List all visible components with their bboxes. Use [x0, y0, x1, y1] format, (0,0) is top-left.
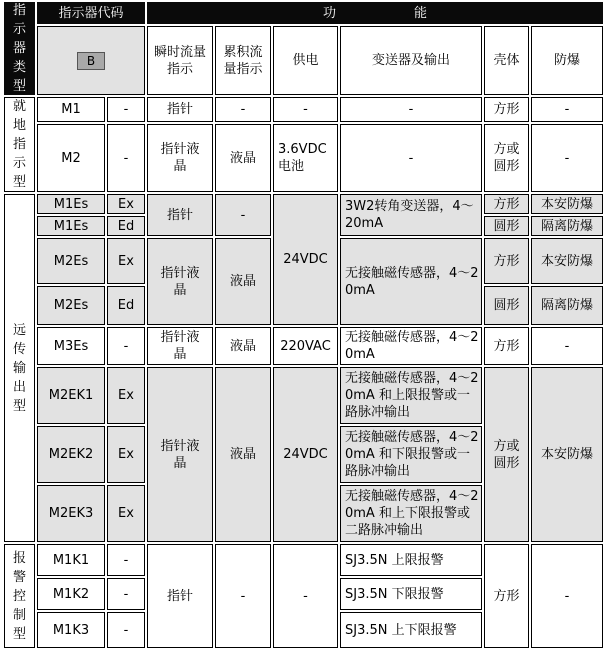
row-m1k3-code: M1K3 [37, 612, 105, 648]
row-m2es-ed-ex: Ed [107, 286, 145, 325]
header-explosion: 防爆 [531, 26, 603, 95]
m2es-explosion-flameproof: 隔离防爆 [531, 286, 603, 325]
m3es-power: 220VAC [273, 327, 338, 365]
m2ek-cumulative: 液晶 [215, 367, 271, 542]
row-m2ek3-code: M2EK3 [37, 485, 105, 542]
m2ek-power: 24VDC [273, 367, 338, 542]
row-m1es-ed-ex: Ed [107, 216, 145, 236]
header-cumulative-flow: 累积流量指示 [215, 26, 271, 95]
header-housing: 壳体 [484, 26, 529, 95]
m2es-transmitter: 无接触磁传感器，4～20mA [340, 238, 482, 325]
m2ek-instant: 指针液晶 [147, 367, 213, 542]
group-alarm-control: 报警控制型 [4, 544, 35, 648]
row-m3es-code: M3Es [37, 327, 105, 365]
m1es-m2es-power: 24VDC [273, 194, 338, 325]
m1k3-transmitter: SJ3.5N 上下限报警 [340, 612, 482, 648]
m3es-transmitter: 无接触磁传感器，4～20mA [340, 327, 482, 365]
row-m2ek1-code: M2EK1 [37, 367, 105, 424]
row-m1k3-ex: - [107, 612, 145, 648]
row-m1-transmitter: - [340, 97, 482, 122]
row-m2-power: 3.6VDC电池 [273, 124, 338, 192]
m2es-explosion-intrinsic: 本安防爆 [531, 238, 603, 284]
row-m2-transmitter: - [340, 124, 482, 192]
m2ek-housing: 方或圆形 [484, 367, 529, 542]
row-m1-housing: 方形 [484, 97, 529, 122]
row-m2-code: M2 [37, 124, 105, 192]
m2es-housing-round: 圆形 [484, 286, 529, 325]
row-m1-code: M1 [37, 97, 105, 122]
row-m3es-ex: - [107, 327, 145, 365]
m1es-explosion-flameproof: 隔离防爆 [531, 216, 603, 236]
row-m2-housing: 方或圆形 [484, 124, 529, 192]
header-function: 功 能 [147, 2, 603, 24]
row-m1es-ed-code: M1Es [37, 216, 105, 236]
alarm-cumulative: - [215, 544, 271, 648]
row-m2es-ed-code: M2Es [37, 286, 105, 325]
m1es-housing-round: 圆形 [484, 216, 529, 236]
row-m2es-ex-ex: Ex [107, 238, 145, 284]
m1es-explosion-intrinsic: 本安防爆 [531, 194, 603, 214]
b-label: B [77, 52, 105, 70]
row-m1k2-ex: - [107, 578, 145, 610]
m1es-housing-square: 方形 [484, 194, 529, 214]
m2ek2-transmitter: 无接触磁传感器，4～20mA 和下限报警或一路脉冲输出 [340, 426, 482, 483]
header-power: 供电 [273, 26, 338, 95]
m3es-instant: 指针液晶 [147, 327, 213, 365]
row-m1-explosion: - [531, 97, 603, 122]
m2es-cumulative: 液晶 [215, 238, 271, 325]
row-m1-instant: 指针 [147, 97, 213, 122]
header-b-cell [37, 26, 145, 95]
alarm-explosion: - [531, 544, 603, 648]
m1k1-transmitter: SJ3.5N 上限报警 [340, 544, 482, 576]
row-m2ek2-ex: Ex [107, 426, 145, 483]
m1es-cumulative: - [215, 194, 271, 236]
header-indicator-type: 指示器类型 [4, 2, 35, 95]
header-indicator-code: 指示器代码 [37, 2, 145, 24]
row-m1k1-ex: - [107, 544, 145, 576]
row-m2es-ex-code: M2Es [37, 238, 105, 284]
m2ek3-transmitter: 无接触磁传感器，4～20mA 和上下限报警或二路脉冲输出 [340, 485, 482, 542]
alarm-power: - [273, 544, 338, 648]
m1es-instant: 指针 [147, 194, 213, 236]
alarm-instant: 指针 [147, 544, 213, 648]
row-m1k2-code: M1K2 [37, 578, 105, 610]
m2ek1-transmitter: 无接触磁传感器，4～20mA 和上限报警或一路脉冲输出 [340, 367, 482, 424]
m1es-transmitter: 3W2转角变送器，4～20mA [340, 194, 482, 236]
m3es-explosion: - [531, 327, 603, 365]
m3es-cumulative: 液晶 [215, 327, 271, 365]
header-instant-flow: 瞬时流量指示 [147, 26, 213, 95]
row-m1k1-code: M1K1 [37, 544, 105, 576]
group-local-indication: 就地指示型 [4, 97, 35, 192]
m3es-housing: 方形 [484, 327, 529, 365]
row-m2-instant: 指针液晶 [147, 124, 213, 192]
row-m1es-ex-ex: Ex [107, 194, 145, 214]
m1k2-transmitter: SJ3.5N 下限报警 [340, 578, 482, 610]
alarm-housing: 方形 [484, 544, 529, 648]
m2es-instant: 指针液晶 [147, 238, 213, 325]
row-m2ek3-ex: Ex [107, 485, 145, 542]
m2ek-explosion: 本安防爆 [531, 367, 603, 542]
row-m1-cumulative: - [215, 97, 271, 122]
group-remote-output: 远传输出型 [4, 194, 35, 542]
row-m2-cumulative: 液晶 [215, 124, 271, 192]
row-m2-explosion: - [531, 124, 603, 192]
row-m2ek1-ex: Ex [107, 367, 145, 424]
row-m2-ex: - [107, 124, 145, 192]
row-m1es-ex-code: M1Es [37, 194, 105, 214]
header-transmitter: 变送器及输出 [340, 26, 482, 95]
row-m1-ex: - [107, 97, 145, 122]
row-m1-power: - [273, 97, 338, 122]
row-m2ek2-code: M2EK2 [37, 426, 105, 483]
m2es-housing-square: 方形 [484, 238, 529, 284]
